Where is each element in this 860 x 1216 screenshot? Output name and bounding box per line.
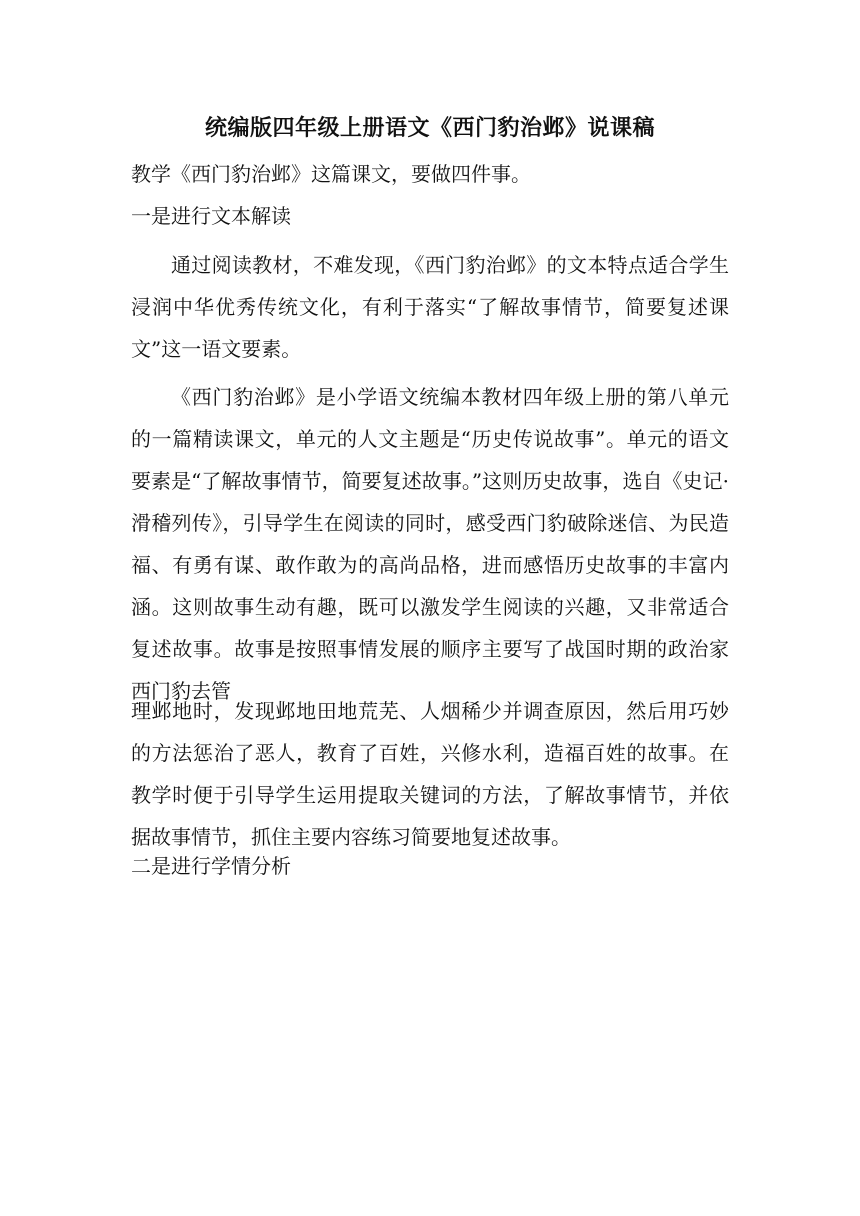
paragraph-story-summary: 理邺地时，发现邺地田地荒芜、人烟稀少并调查原因，然后用巧妙的方法惩治了恶人，教育了百姓，兴修水利，造福百姓的故事。在教学时便于引导学生运用提取关键词的方法，了解故事情节，并依据故事情节，抓住主要内容练习简要地复述故事。 — [131, 699, 729, 849]
paragraph-text-features: 通过阅读教材，不难发现，《西门豹治邺》的文本特点适合学生浸润中华优秀传统文化，有利于落实“了解故事情节，简要复述课文”这一语文要素。 — [131, 253, 729, 361]
section-heading-text-analysis: 一是进行文本解读 — [131, 204, 291, 228]
intro-line: 教学《西门豹治邺》这篇课文，要做四件事。 — [131, 162, 531, 186]
paragraph-unit-overview: 《西门豹治邺》是小学语文统编本教材四年级上册的第八单元的一篇精读课文，单元的人文主题是“历史传说故事”。单元的语文要素是“了解故事情节，简要复述故事。”这则历史故事，选自《史记·滑稽列传》，引导学生在阅读的同时，感受西门豹破除迷信、为民造福、有勇有谋、敢作敢为的高尚品格，进而感悟历史故事的丰富内涵。这则故事生动有趣，既可以激发学生阅读的兴趣，又非常适合复述故事。故事是按照事情发展的顺序主要写了战国时期的政治家西门豹去管 — [131, 385, 729, 703]
document-title: 统编版四年级上册语文《西门豹治邺》说课稿 — [204, 115, 655, 141]
section-heading-learner-analysis: 二是进行学情分析 — [131, 854, 291, 878]
